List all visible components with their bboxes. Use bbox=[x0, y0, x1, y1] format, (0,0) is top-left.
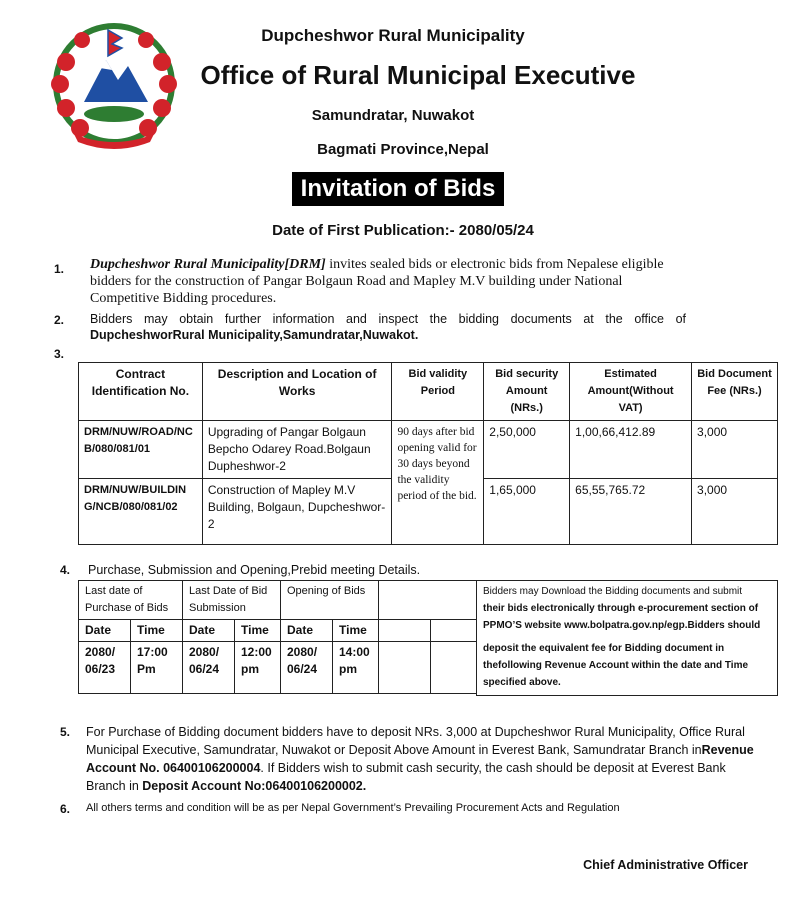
validity-cell: 90 days after bid opening valid for 30 days beyond the validity period of the bid. bbox=[392, 421, 484, 545]
item-5-deposit-account: Deposit Account No:06400106200002. bbox=[142, 779, 367, 793]
item-5-c: . If Bidders wish to submit cash security, the cash should be deposit at Everest Bank Branch in bbox=[86, 761, 726, 793]
empty-cell bbox=[379, 620, 431, 642]
col-header-description: Description and Location of Works bbox=[202, 363, 392, 421]
publication-date: Date of First Publication:- 2080/05/24 bbox=[272, 222, 534, 239]
date-label: Date bbox=[183, 620, 235, 642]
col-header-fee: Bid Document Fee (NRs.) bbox=[692, 363, 778, 421]
item-number-6: 6. bbox=[60, 802, 71, 816]
contracts-header-row bbox=[79, 363, 778, 421]
purchase-group-header: Last date of Purchase of Bids bbox=[79, 581, 183, 620]
notice-title: Invitation of Bids bbox=[292, 172, 504, 206]
item-5-revenue-account: Revenue Account No. 06400106200004 bbox=[86, 743, 754, 775]
empty-cell bbox=[379, 642, 431, 694]
col-header-validity: Bid validity Period bbox=[392, 363, 484, 421]
item-number-5: 5. bbox=[60, 725, 71, 739]
submission-time: 12:00 pm bbox=[235, 642, 281, 694]
col-header-security: Bid security Amount (NRs.) bbox=[484, 363, 570, 421]
opening-time: 14:00 pm bbox=[333, 642, 379, 694]
note-line-b: their bids electronically through e-procurement section of PPMO’S website www.bolpatra.gov.np/egp.Bidders should bbox=[483, 603, 761, 631]
item-2-bold: DupcheshworRural Municipality,Samundratar,Nuwakot. bbox=[90, 328, 419, 342]
schedule-group-row bbox=[79, 581, 477, 620]
item-5-a: For Purchase of Bidding document bidders have to deposit NRs. 3,000 at Dupcheshwor Rural Municipality, Office Rural Municipal Executive, Samundratar, Nuwakot or Deposit Above Amount in Everest Bank, Samundratar Branch in bbox=[86, 725, 745, 757]
item-number-2: 2. bbox=[54, 313, 65, 327]
time-label: Time bbox=[131, 620, 183, 642]
opening-group-header: Opening of Bids bbox=[281, 581, 379, 620]
item-number-4: 4. bbox=[60, 563, 71, 577]
time-label: Time bbox=[333, 620, 379, 642]
note-line-a: Bidders may Download the Bidding documents and submit bbox=[483, 586, 743, 597]
address-line-2: Bagmati Province,Nepal bbox=[317, 141, 489, 158]
time-label: Time bbox=[235, 620, 281, 642]
opening-date: 2080/ 06/24 bbox=[281, 642, 333, 694]
item-number-3: 3. bbox=[54, 347, 65, 361]
item-1-rest: invites sealed bids or electronic bids from Nepalese eligible bidders for the construction of Pangar Bolgaun Road and Mapley M.V building under National Competitive Bidding procedures. bbox=[90, 257, 664, 306]
download-note bbox=[476, 580, 778, 696]
empty-cell bbox=[431, 620, 477, 642]
estimate-cell: 65,55,765.72 bbox=[570, 479, 692, 545]
empty-group-header bbox=[379, 581, 477, 620]
fee-cell: 3,000 bbox=[692, 421, 778, 479]
item-2-text bbox=[90, 311, 686, 343]
fee-cell: 3,000 bbox=[692, 479, 778, 545]
col-header-estimate: Estimated Amount(Without VAT) bbox=[570, 363, 692, 421]
date-label: Date bbox=[281, 620, 333, 642]
municipality-name: Dupcheshwor Rural Municipality bbox=[261, 26, 525, 45]
address-line-1: Samundratar, Nuwakot bbox=[311, 107, 475, 124]
schedule-label-row bbox=[79, 620, 477, 642]
signature-title: Chief Administrative Officer bbox=[583, 858, 748, 872]
item-6-text: All others terms and condition will be as per Nepal Government’s Prevailing Procurement Acts and Regulation bbox=[86, 802, 620, 814]
security-cell: 2,50,000 bbox=[484, 421, 570, 479]
contract-id-cell: DRM/NUW/ROAD/NCB/080/081/01 bbox=[79, 421, 203, 479]
submission-group-header: Last Date of Bid Submission bbox=[183, 581, 281, 620]
table-row bbox=[79, 421, 778, 479]
date-label: Date bbox=[79, 620, 131, 642]
note-line-c: deposit the equivalent fee for Bidding document in thefollowing Revenue Account within the date and Time specified above. bbox=[483, 643, 749, 688]
schedule-value-row bbox=[79, 642, 477, 694]
item-number-1: 1. bbox=[54, 262, 65, 276]
col-header-contract-id: Contract Identification No. bbox=[79, 363, 203, 421]
item-1-text bbox=[90, 256, 690, 307]
schedule-table bbox=[78, 580, 477, 694]
item-1-bold: Dupcheshwor Rural Municipality[DRM] bbox=[90, 257, 326, 272]
item-2-plain: Bidders may obtain further information and inspect the bidding documents at the office of bbox=[90, 312, 686, 326]
contracts-table bbox=[78, 362, 778, 545]
empty-cell bbox=[431, 642, 477, 694]
purchase-date: 2080/ 06/23 bbox=[79, 642, 131, 694]
estimate-cell: 1,00,66,412.89 bbox=[570, 421, 692, 479]
purchase-time: 17:00 Pm bbox=[131, 642, 183, 694]
description-cell: Construction of Mapley M.V Building, Bolgaun, Dupcheshwor-2 bbox=[202, 479, 392, 545]
submission-date: 2080/ 06/24 bbox=[183, 642, 235, 694]
office-title: Office of Rural Municipal Executive bbox=[200, 60, 636, 90]
item-4-text: Purchase, Submission and Opening,Prebid meeting Details. bbox=[88, 563, 421, 577]
description-cell: Upgrading of Pangar Bolgaun Bepcho Odarey Road.Bolgaun Dupheshwor-2 bbox=[202, 421, 392, 479]
contract-id-cell: DRM/NUW/BUILDING/NCB/080/081/02 bbox=[79, 479, 203, 545]
item-5-text bbox=[86, 723, 764, 795]
security-cell: 1,65,000 bbox=[484, 479, 570, 545]
